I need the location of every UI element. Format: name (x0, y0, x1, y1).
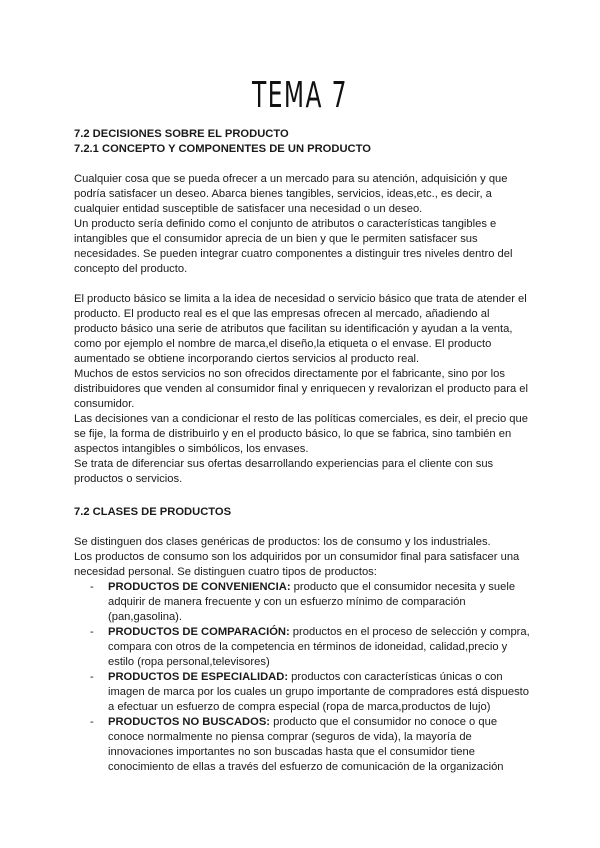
list-item (74, 715, 534, 775)
section-heading: 7.2 DECISIONES SOBRE EL PRODUCTO (74, 128, 289, 140)
product-type-list (74, 580, 534, 775)
list-item (74, 625, 534, 670)
paragraph: Los productos de consumo son los adquiridos por un consumidor final para satisfacer una necesidad personal. Se distinguen cuatro tipos de productos: (74, 551, 520, 578)
paragraph: El producto básico se limita a la idea de necesidad o servicio básico que trata de atender el producto. El producto real es el que las empresas ofrecen al mercado, añadiendo al producto básico una serie de atributos que facilitan su identificación y ayudan a la venta, como por ejemplo el nombre de marca,el diseño,la etiqueta o el envase. El producto aumentado se obtiene incorporando ciertos servicios al producto real. (74, 293, 527, 365)
subsection-heading: 7.2.1 CONCEPTO Y COMPONENTES DE UN PRODUCTO (74, 143, 371, 155)
paragraph: Un producto sería definido como el conjunto de atributos o características tangibles e intangibles que el consumidor aprecia de un bien y que le permiten satisfacer sus necesidades. Se pueden integrar cuatro componentes a distinguir tres niveles dentro del concepto del producto. (74, 218, 513, 275)
page-title: TEMA 7 (252, 75, 348, 116)
paragraph: Se distinguen dos clases genéricas de productos: los de consumo y los industriales. (74, 536, 491, 548)
dash-bullet: - (90, 716, 94, 728)
list-item-term: PRODUCTOS DE COMPARACIÓN: (108, 626, 290, 638)
paragraph: Cualquier cosa que se pueda ofrecer a un mercado para su atención, adquisición y que podría satisfacer un deseo. Abarca bienes tangibles, servicios, ideas,etc., es decir, a cualquier entidad susceptible de satisfacer una necesidad o un deseo. (74, 173, 508, 215)
document-body (74, 127, 534, 775)
list-item (74, 670, 534, 715)
dash-bullet: - (90, 626, 94, 638)
section-heading: 7.2 CLASES DE PRODUCTOS (74, 506, 232, 518)
paragraph: Se trata de diferenciar sus ofertas desarrollando experiencias para el cliente con sus productos o servicios. (74, 458, 494, 485)
paragraph: Muchos de estos servicios no son ofrecidos directamente por el fabricante, sino por los distribuidores que venden al consumidor final y enriquecen y revalorizan el producto para el consumidor. (74, 368, 528, 410)
list-item-term: PRODUCTOS NO BUSCADOS: (108, 716, 271, 728)
list-item-text: producto que el consumidor necesita y suele adquirir de manera frecuente y con un esfuerzo mínimo de comparación (pan,gasolina). (108, 581, 516, 623)
list-item (74, 580, 534, 625)
paragraph: Las decisiones van a condicionar el resto de las políticas comerciales, es deir, el precio que se fije, la forma de distribuirlo y en el producto básico, lo que se fabrica, sino también en aspectos intangibles o simbólicos, los envases. (74, 413, 528, 455)
dash-bullet: - (90, 581, 94, 593)
list-item-text: productos con características únicas o con imagen de marca por los cuales un grupo importante de compradores está dispuesto a efectuar un esfuerzo de compra especial (ropa de marca,productos de lujo) (108, 671, 530, 713)
list-item-term: PRODUCTOS DE ESPECIALIDAD: (108, 671, 289, 683)
list-item-text: producto que el consumidor no conoce o que conoce normalmente no piensa comprar (seguros de vida), la mayoría de innovaciones importantes no son buscadas hasta que el consumidor tiene conocimiento de ellas a través del esfuerzo de comunicación de la organización (108, 716, 504, 773)
list-item-text: productos en el proceso de selección y compra, compara con otros de la competencia en términos de idoneidad, calidad,precio y estilo (ropa personal,televisores) (108, 626, 530, 668)
list-item-term: PRODUCTOS DE CONVENIENCIA: (108, 581, 291, 593)
dash-bullet: - (90, 671, 94, 683)
